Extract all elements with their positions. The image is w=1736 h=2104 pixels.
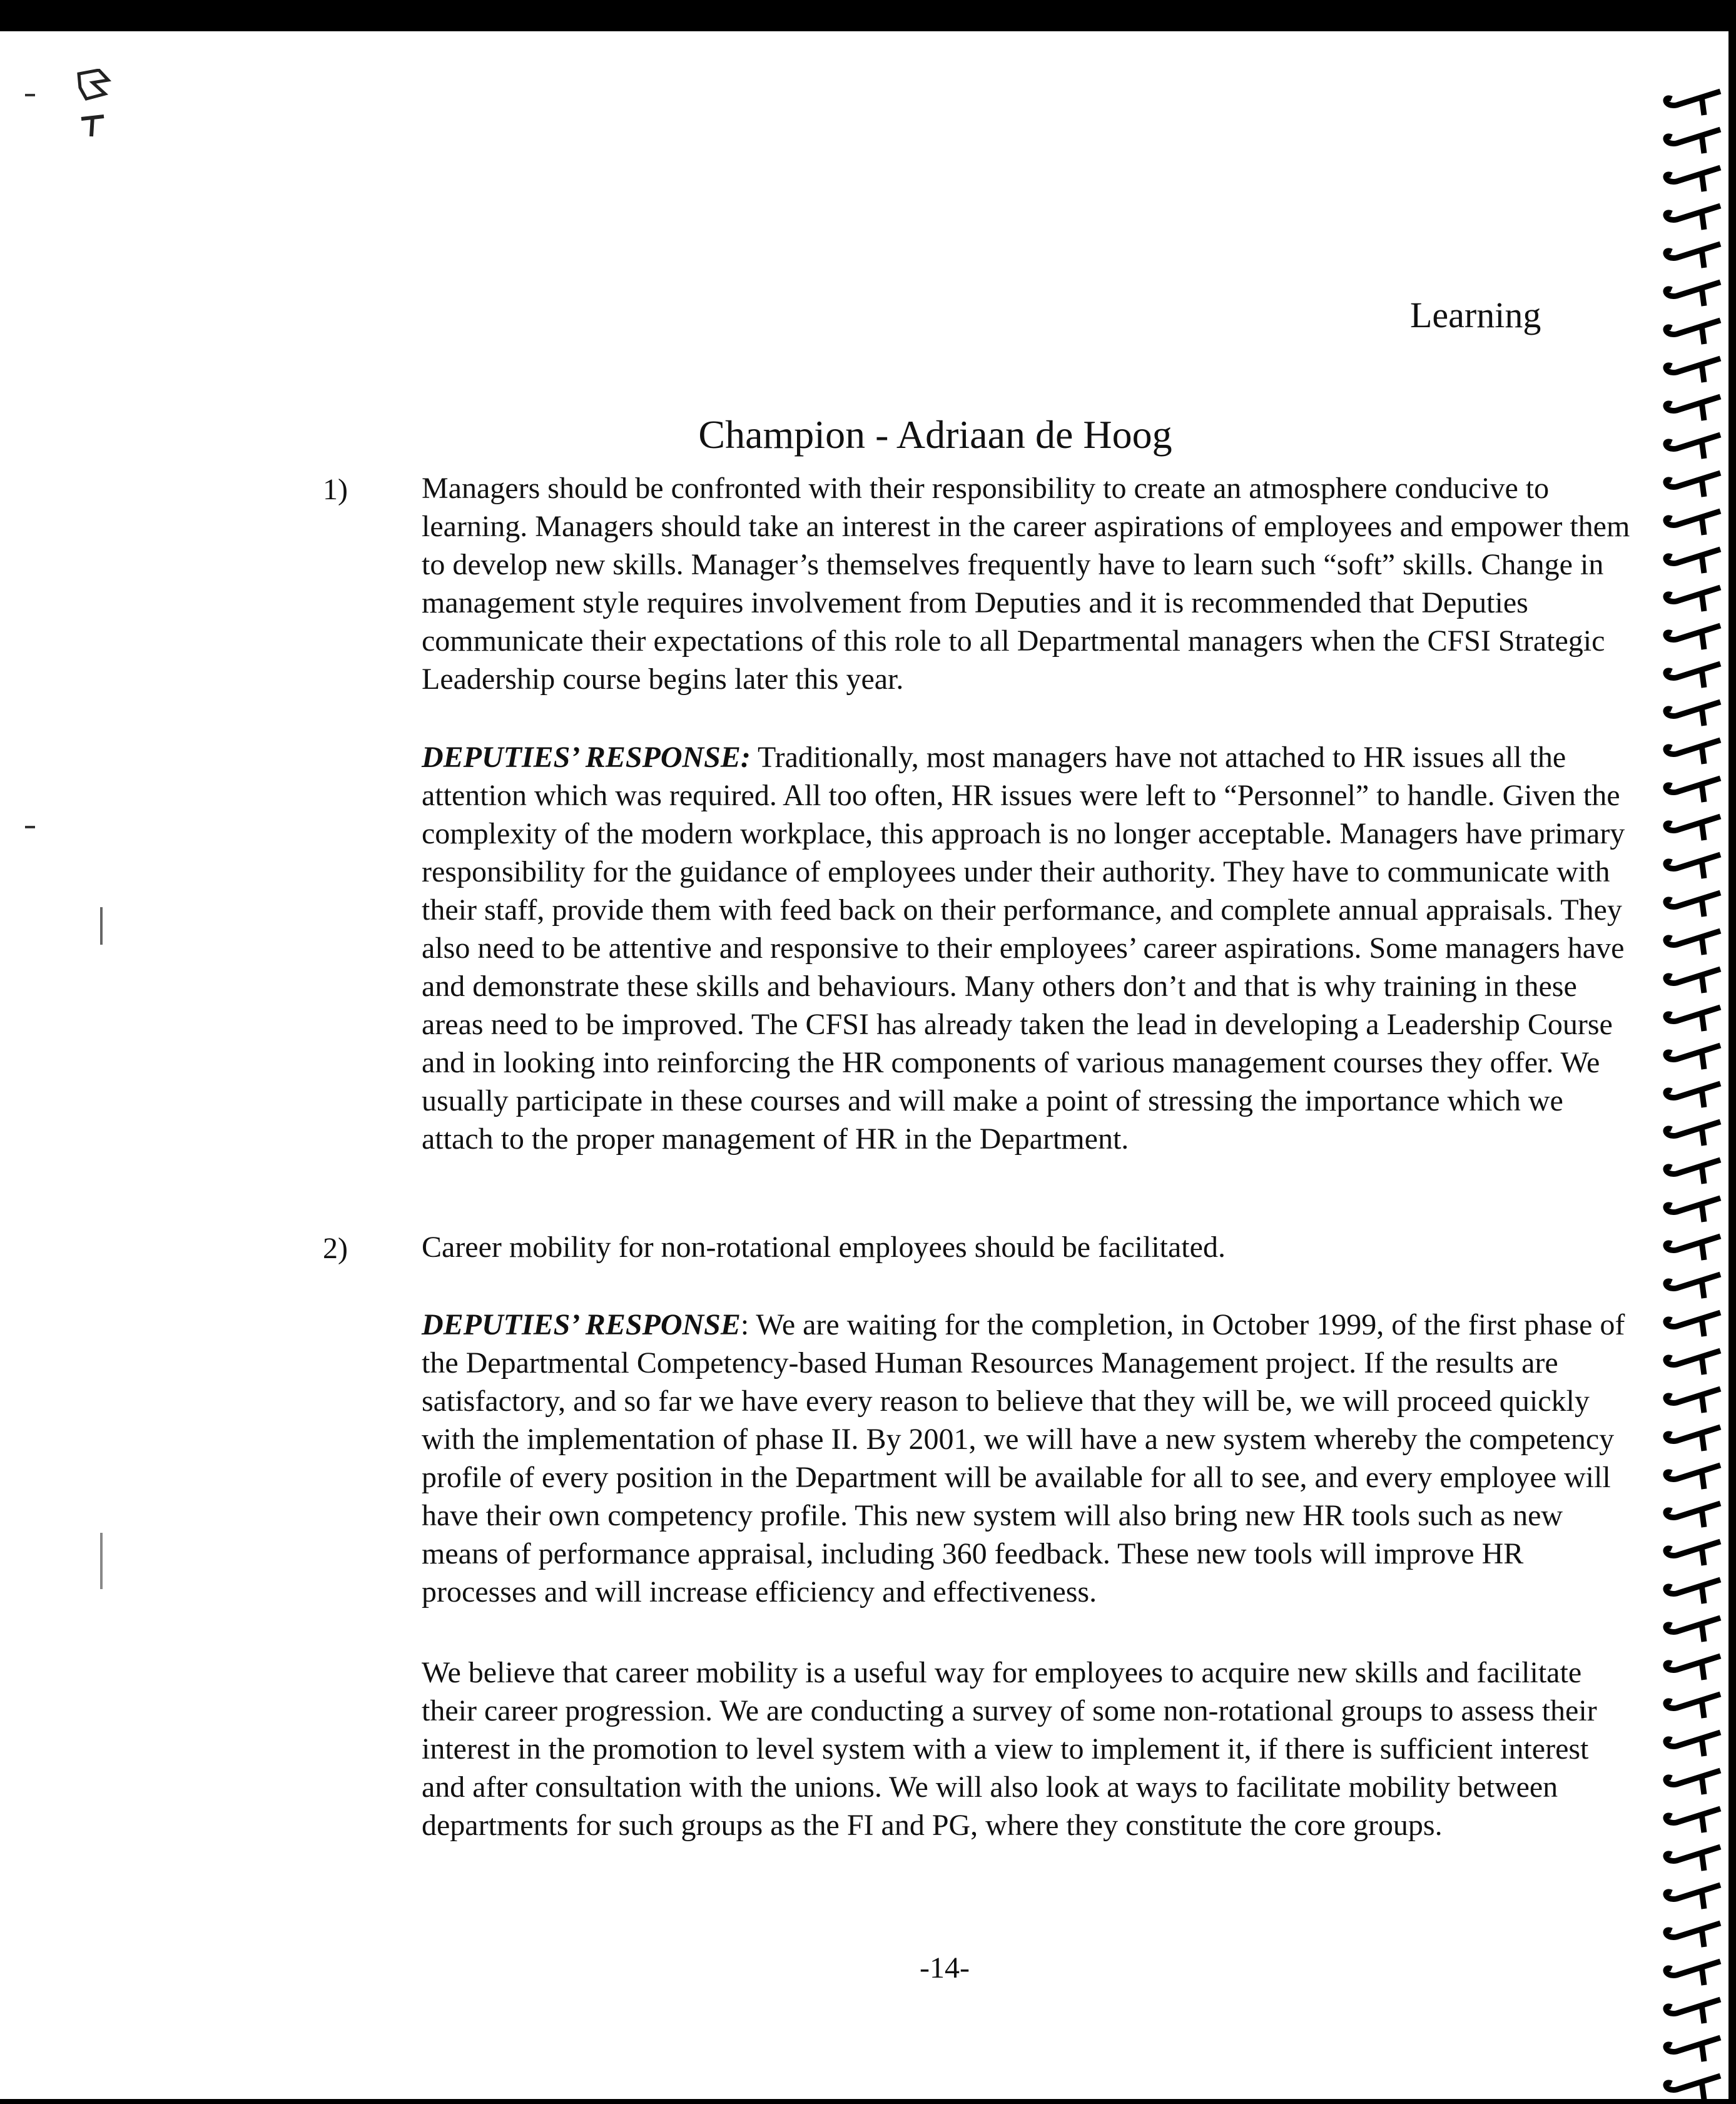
binding-coil [1666,244,1720,268]
binding-coil [1666,1160,1720,1184]
binding-coil [1666,1122,1720,1146]
binding-coil [1666,358,1720,382]
binding-coil [1666,626,1720,649]
response-paragraph: We believe that career mobility is a useful way for employees to acquire new skills and facilitate their career progression. We are conducting a survey of some non-rotational groups to assess their interest in the promotion to level system with a view to implement it, if there is sufficient interest and after consultation with the unions. We will also look at ways to facilitate mobility between departments for such groups as the FI and PG, where they constitute the core groups. [422,1656,1597,1842]
scan-border-bottom [0,2099,1736,2104]
binding-coil [1666,1198,1720,1222]
binding-coil [1666,282,1720,306]
binding-coil [1666,855,1720,878]
binding-coil [1666,549,1720,573]
binding-coil [1666,816,1720,840]
binding-coil [1666,1694,1720,1718]
binding-coil [1666,1656,1720,1680]
binding-coil [1666,1923,1720,1947]
binding-coil [1666,1771,1720,1794]
document-page [0,31,1728,2099]
binding-coil [1666,778,1720,802]
binding-coil [1666,473,1720,497]
scan-border-top [0,0,1736,31]
scan-border-right [1728,0,1736,2104]
binding-coil [1666,1732,1720,1756]
spiral-binding [1658,69,1728,2102]
binding-coil [1666,1045,1720,1069]
binding-coil [1666,206,1720,230]
recommendation-paragraph: Managers should be confronted with their responsibility to create an atmosphere conducive to learning. Managers should take an interest in the career aspirations of employees and empower them to develop new skills. Manager’s themselves frequently have to learn such “soft” skills. Change in management style requires involvement from Deputies and it is recommended that Deputies communicate their expectations of this role to all Departmental managers when the CFSI Strategic Leadership course begins later this year. [422,472,1630,696]
item-number: 2) [323,1232,348,1265]
scan-speck [100,907,103,945]
scan-speck [25,94,35,96]
binding-coil [1666,1274,1720,1298]
binding-coil [1666,511,1720,535]
binding-coil [1666,2038,1720,2061]
binding-coil [1666,130,1720,153]
binding-coil [1666,1427,1720,1451]
binding-coil [1666,1580,1720,1603]
binding-coil [1666,2000,1720,2023]
binding-coil [1666,1618,1720,1642]
binding-coil [1666,1351,1720,1375]
binding-coil [1666,893,1720,917]
binding-coil [1666,587,1720,611]
binding-coil [1666,168,1720,191]
response-label: DEPUTIES’ RESPONSE: [422,741,751,774]
binding-coil [1666,702,1720,726]
binding-coil [1666,740,1720,764]
binding-coil [1666,1084,1720,1107]
binding-coil [1666,1389,1720,1413]
binding-coil [1666,91,1720,115]
binding-coil [1666,1847,1720,1871]
binding-coil [1666,320,1720,344]
response-text: : We are waiting for the completion, in October 1999, of the first phase of the Departmental Competency-based Human Resources Management project. If the results are satisfactory, and so far we have every reason to believe that they will be, we will proceed quickly with the implementation of phase II. By 2001, we will have a new system whereby the competency profile of every position in the Department will be available for all to see, and every employee will have their own competency profile. This new system will also bring new HR tools such as new means of performance appraisal, including 360 feedback. These new tools will improve HR processes and will increase efficiency and effectiveness. [422,1308,1625,1608]
recommendation-paragraph: Career mobility for non-rotational employees should be facilitated. [422,1231,1226,1264]
page-title: Champion - Adriaan de Hoog [698,412,1172,457]
response-label: DEPUTIES’ RESPONSE [422,1308,741,1341]
page-number: -14- [920,1951,970,1985]
binding-coil [1666,931,1720,955]
binding-coil [1666,969,1720,993]
binding-coil [1666,1542,1720,1565]
binding-coil [1666,2076,1720,2100]
response-paragraph [422,1306,1638,1611]
response-text: Traditionally, most managers have not attached to HR issues all the attention which was required. All too often, HR issues were left to “Personnel” to handle. Given the complexity of the modern workplace, this approach is no longer acceptable. Managers have primary responsibility for the guidance of employees under their authority. They have to communicate with their staff, provide them with feed back on their performance, and complete annual appraisals. They also need to be attentive and responsive to their employees’ career aspirations. Some managers have and demonstrate these skills and behaviours. Many others don’t and that is why training in these areas need to be improved. The CFSI has already taken the lead in developing a Leadership Course and in looking into reinforcing the HR components of various management courses they offer. We usually participate in these courses and will make a point of stressing the importance which we attach to the proper management of HR in the Department. [422,741,1625,1156]
binding-coil [1666,1236,1720,1260]
scan-speck [100,1533,103,1589]
binding-coil [1666,1503,1720,1527]
binding-coil [1666,1313,1720,1336]
binding-coil [1666,1885,1720,1909]
response-paragraph [422,738,1638,1158]
section-label: Learning [1410,295,1541,335]
binding-coil [1666,1809,1720,1832]
binding-coil [1666,664,1720,688]
item-number: 1) [323,473,348,506]
binding-coil [1666,1465,1720,1489]
scan-speck [25,826,35,828]
binding-coil [1666,1007,1720,1031]
scan-artifact [74,69,118,138]
